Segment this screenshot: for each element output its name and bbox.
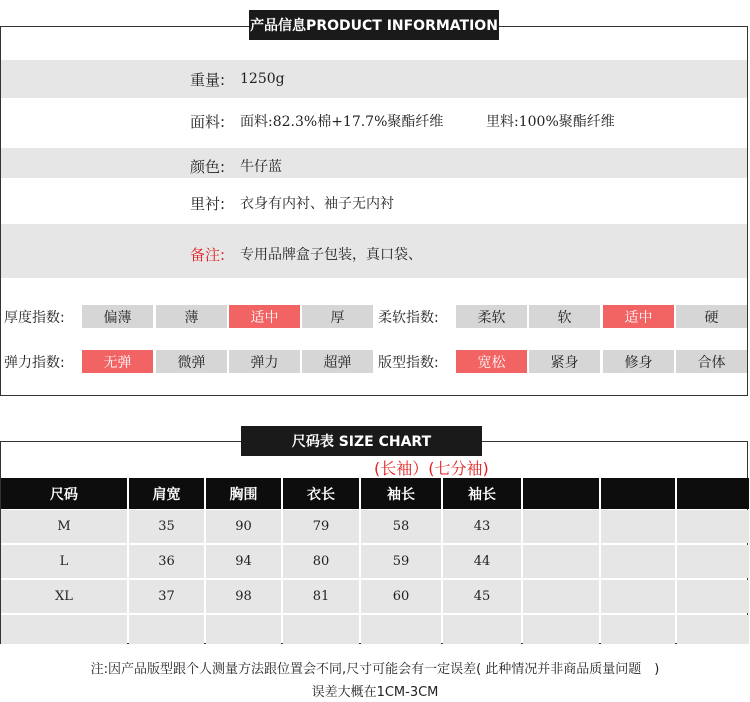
table-cell [677, 545, 749, 578]
table-header-cell: 肩宽 [129, 478, 204, 509]
index-option: 弹力 [229, 350, 300, 373]
table-header-cell [601, 478, 675, 509]
size-chart-title-text: 尺码表 SIZE CHART [291, 434, 432, 450]
table-cell [206, 615, 281, 644]
table-header-cell [523, 478, 599, 509]
table-header-cell: 袖长 [443, 478, 521, 509]
index-label: 厚度指数: [4, 310, 65, 326]
table-cell [523, 580, 599, 613]
table-cell: 35 [129, 510, 204, 543]
table-cell: 90 [206, 510, 281, 543]
table-header-cell: 胸围 [206, 478, 281, 509]
table-cell [129, 615, 204, 644]
table-cell [523, 510, 599, 543]
weight-label: 重量: [190, 70, 226, 89]
table-cell: 98 [206, 580, 281, 613]
table-header-cell: 衣长 [283, 478, 359, 509]
footnote-1: 注:因产品版型跟个人测量方法跟位置会不同,尺寸可能会有一定误差( 此种情况并非商品质量问题 ) [90, 662, 660, 677]
index-option: 超弹 [302, 350, 373, 373]
index-label: 弹力指数: [4, 355, 65, 371]
table-cell [283, 615, 359, 644]
index-option-selected: 无弹 [82, 350, 153, 373]
table-cell: 59 [361, 545, 441, 578]
fabric-value: 面料:82.3%棉+17.7%聚酯纤维 [240, 114, 444, 130]
table-cell [601, 510, 675, 543]
color-value: 牛仔蓝 [240, 159, 282, 175]
index-option-selected: 适中 [603, 305, 674, 328]
table-cell: L [1, 545, 127, 578]
fabric-label: 面料: [190, 112, 226, 131]
table-cell [601, 545, 675, 578]
table-cell: 37 [129, 580, 204, 613]
color-label: 颜色: [190, 157, 226, 176]
index-option: 厚 [302, 305, 373, 328]
index-option: 紧身 [529, 350, 600, 373]
lining-fabric-value: 里料:100%聚酯纤维 [486, 114, 615, 130]
table-cell [601, 580, 675, 613]
table-cell: M [1, 510, 127, 543]
footnote-2: 误差大概在1CM-3CM [311, 685, 439, 700]
info-row-fabric [0, 110, 750, 132]
lining-label: 里衬: [190, 194, 226, 213]
index-option: 修身 [603, 350, 674, 373]
table-cell: 58 [361, 510, 441, 543]
table-cell: 60 [361, 580, 441, 613]
table-cell: 45 [443, 580, 521, 613]
index-label: 柔软指数: [378, 310, 439, 326]
size-chart-title [241, 426, 482, 456]
index-option-selected: 适中 [229, 305, 300, 328]
table-header-cell [677, 478, 749, 509]
info-row-note [0, 243, 750, 265]
table-cell [677, 510, 749, 543]
info-row-color [0, 155, 750, 177]
lining-value: 衣身有内衬、袖子无内衬 [240, 196, 394, 212]
table-cell: 81 [283, 580, 359, 613]
note-value: 专用品牌盒子包装，真口袋、 [240, 247, 422, 263]
table-cell [677, 580, 749, 613]
note-label: 备注: [190, 245, 226, 264]
index-option-selected: 宽松 [456, 350, 527, 373]
index-option: 硬 [676, 305, 747, 328]
index-option: 偏薄 [82, 305, 153, 328]
table-cell: 43 [443, 510, 521, 543]
table-cell [601, 615, 675, 644]
table-header-cell: 袖长 [361, 478, 441, 509]
index-option: 软 [529, 305, 600, 328]
table-cell: 80 [283, 545, 359, 578]
table-cell: XL [1, 580, 127, 613]
table-cell [443, 615, 521, 644]
product-info-title-text: 产品信息PRODUCT INFORMATION [250, 18, 498, 34]
index-option: 合体 [676, 350, 747, 373]
table-cell [1, 615, 127, 644]
table-cell: 36 [129, 545, 204, 578]
index-option: 微弹 [156, 350, 227, 373]
index-option: 薄 [156, 305, 227, 328]
table-cell [361, 615, 441, 644]
info-row-weight [0, 68, 750, 90]
sleeve-note: (长袖）(七分袖) [374, 459, 489, 478]
table-header-cell: 尺码 [1, 478, 127, 509]
table-cell: 44 [443, 545, 521, 578]
table-cell [677, 615, 749, 644]
weight-value: 1250g [240, 71, 285, 87]
table-cell: 79 [283, 510, 359, 543]
index-label: 版型指数: [378, 355, 439, 371]
table-cell [523, 615, 599, 644]
table-cell: 94 [206, 545, 281, 578]
index-option: 柔软 [456, 305, 527, 328]
product-info-title [249, 10, 499, 40]
table-cell [523, 545, 599, 578]
info-row-lining [0, 192, 750, 214]
